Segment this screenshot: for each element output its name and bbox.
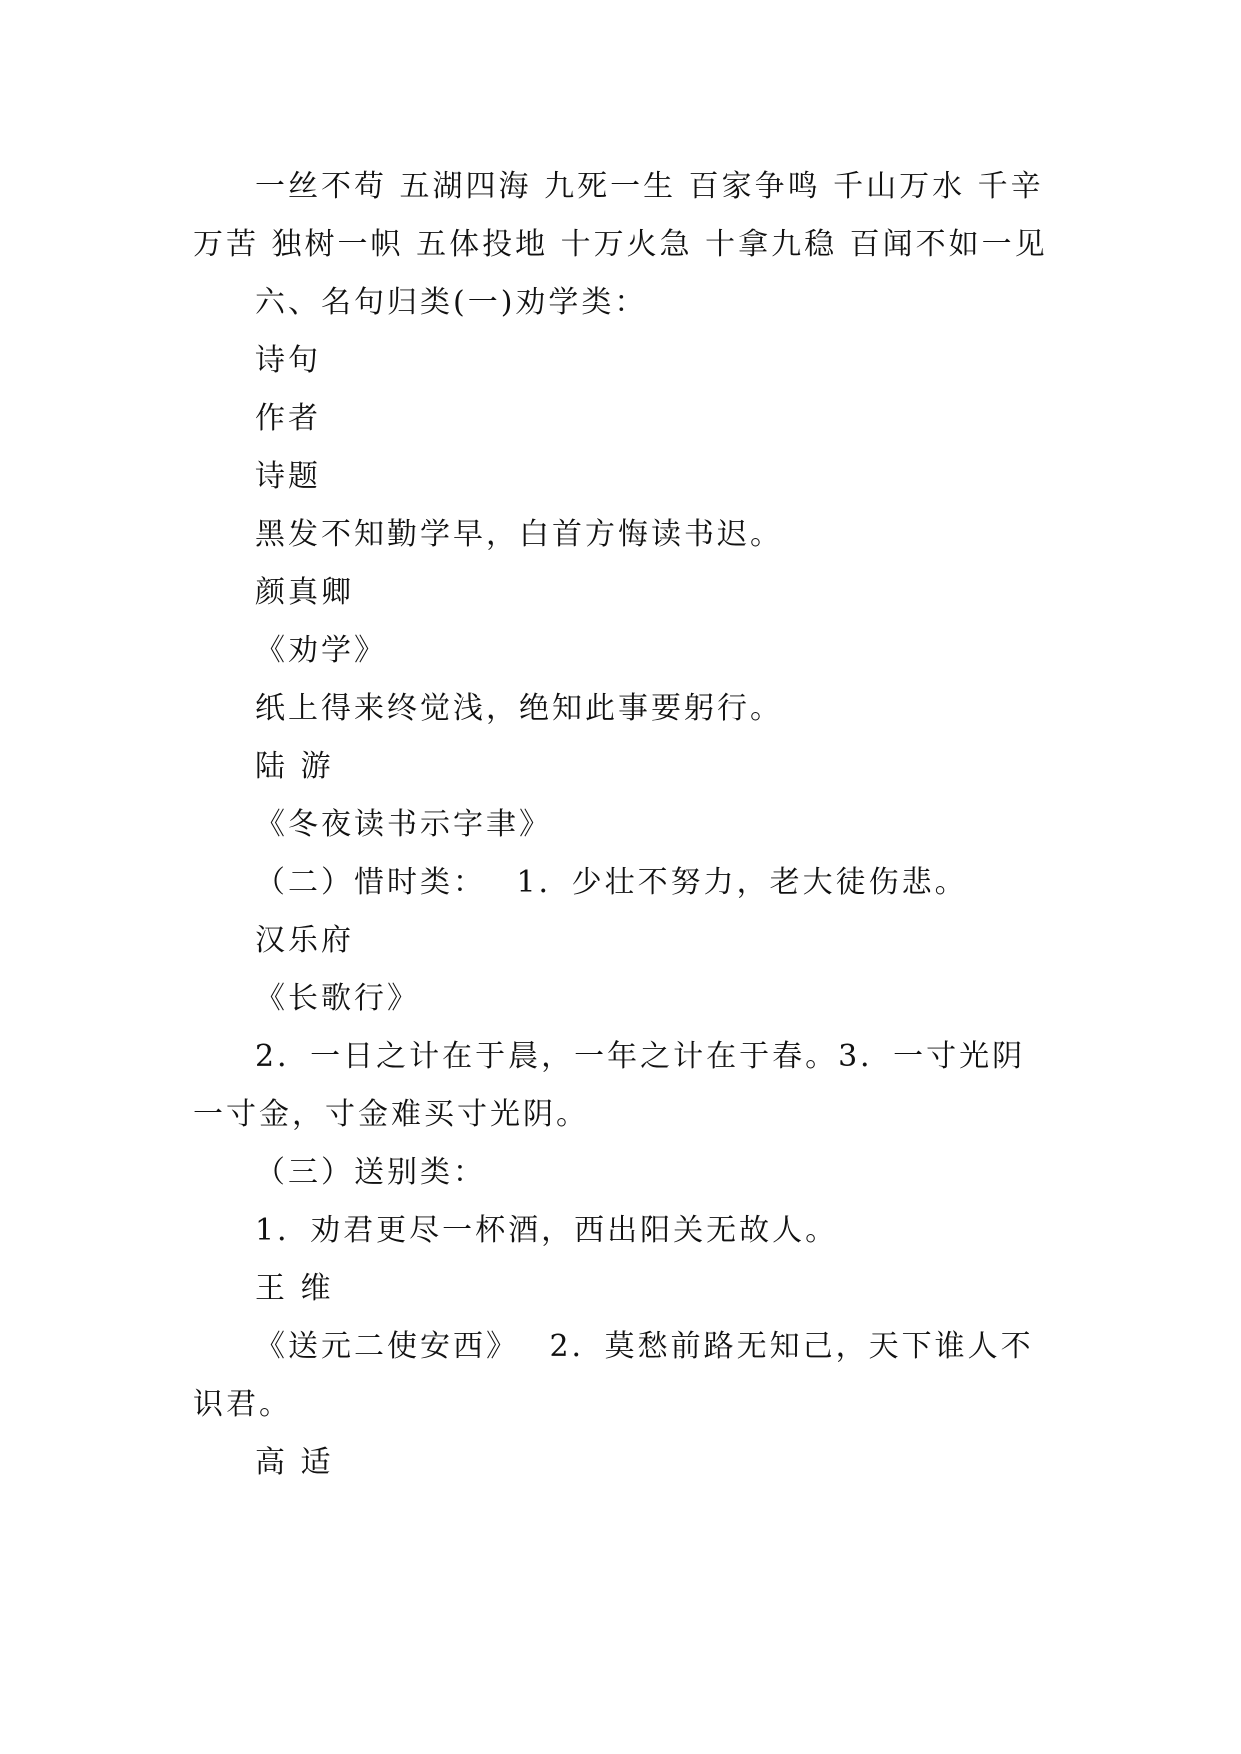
quote-line: 黑发不知勤学早，白首方悔读书迟。	[255, 517, 783, 552]
quote-line: 1．劝君更尽一杯酒，西出阳关无故人。	[255, 1213, 839, 1248]
quote-title: 《劝学》	[255, 633, 387, 668]
column-label-poem: 诗句	[255, 343, 321, 378]
idiom-list-paragraph: 一丝不苟 五湖四海 九死一生 百家争鸣 千山万水 千辛万苦 独树一帜 五体投地 十万火急 十拿九稳 百闻不如一见	[193, 169, 1048, 262]
quote-title-paragraph: 《送元二使安西》 2．莫愁前路无知己，天下谁人不识君。	[193, 1329, 1034, 1422]
section-three-heading: （三）送别类：	[255, 1155, 486, 1190]
document-body	[193, 158, 1053, 1492]
quotes-paragraph: 2．一日之计在于晨，一年之计在于春。3．一寸光阴一寸金，寸金难买寸光阴。	[193, 1039, 1026, 1132]
quote-title: 《长歌行》	[255, 981, 420, 1016]
quote-author: 王 维	[255, 1271, 334, 1306]
section-six-heading: 六、名句归类(一)劝学类：	[255, 285, 648, 320]
quote-line: 纸上得来终觉浅，绝知此事要躬行。	[255, 691, 783, 726]
quote-author: 颜真卿	[255, 575, 354, 610]
quote-author: 陆 游	[255, 749, 334, 784]
quote-title: 《冬夜读书示字聿》	[255, 807, 552, 842]
section-two-heading: （二）惜时类： 1．少壮不努力，老大徒伤悲。	[255, 865, 968, 900]
column-label-author: 作者	[255, 401, 321, 436]
quote-author: 高 适	[255, 1445, 334, 1480]
quote-author: 汉乐府	[255, 923, 354, 958]
column-label-title: 诗题	[255, 459, 321, 494]
